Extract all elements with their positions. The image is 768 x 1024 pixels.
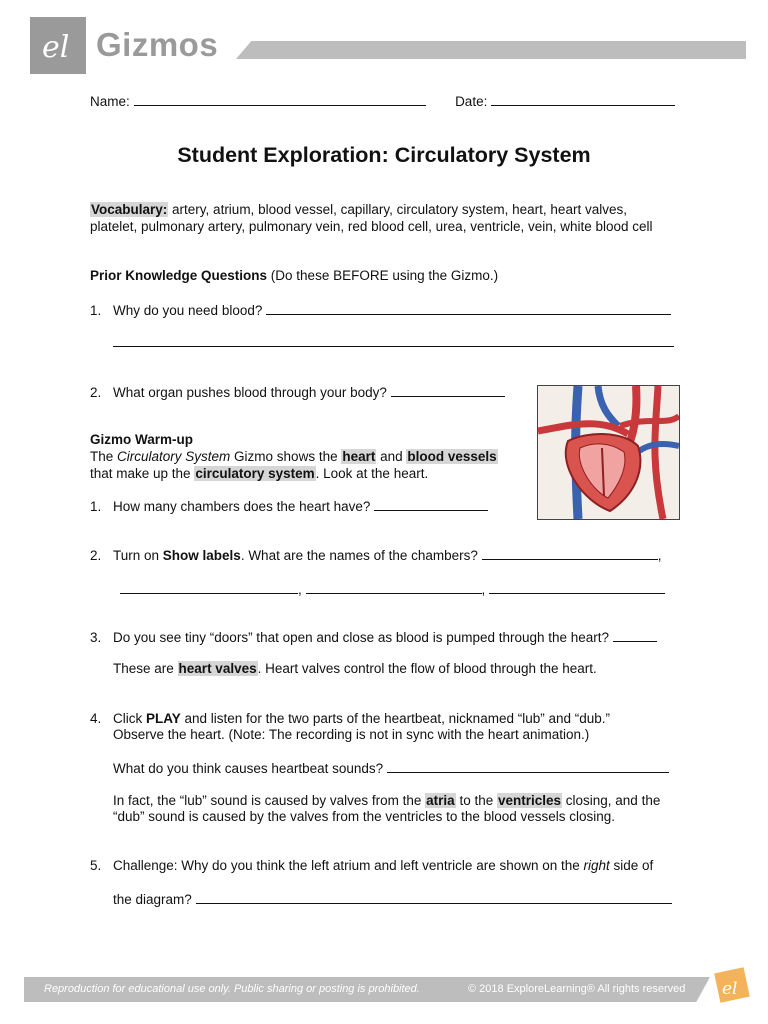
name-date-line: [90, 93, 675, 109]
warmup-q2-answer-line-4[interactable]: [489, 581, 665, 594]
svg-text:el: el: [42, 30, 70, 65]
prior-heading: Prior Knowledge Questions: [90, 268, 268, 283]
brand-name: Gizmos: [96, 26, 219, 63]
page-title: Student Exploration: Circulatory System: [177, 143, 591, 167]
name-label: Name:: [90, 94, 130, 109]
warmup-q4-line-2: Observe the heart. (Note: The recording is not in sync with the heart animation.): [113, 727, 590, 742]
svg-text:el: el: [722, 979, 738, 999]
term-atria: atria: [426, 793, 455, 808]
term-heart-valves: heart valves: [178, 661, 257, 676]
warmup-q2-answer-line-1[interactable]: [482, 547, 658, 560]
warmup-q4-fact-1: In fact, the “lub” sound is caused by valves from the atria to the ventricles closing, and the: [113, 793, 661, 808]
warmup-intro-1: The Circulatory System Gizmo shows the heart and blood vessels: [90, 449, 497, 464]
name-field[interactable]: [134, 93, 426, 106]
warmup-q3-answer: These are heart valves. Heart valves control the flow of blood through the heart.: [113, 661, 597, 676]
warmup-q3-answer-line[interactable]: [613, 629, 657, 642]
vocabulary-label: Vocabulary:: [91, 202, 168, 217]
vocabulary-line-1: [90, 202, 627, 217]
term-ventricles: ventricles: [497, 793, 562, 808]
prior-q2-answer-line[interactable]: [391, 384, 505, 397]
warmup-question-5: 5. Challenge: Why do you think the left atrium and left ventricle are shown on the right side of: [90, 858, 654, 873]
warmup-q4-prompt: What do you think causes heartbeat sounds?: [113, 760, 669, 776]
warmup-q5-line-2: the diagram?: [113, 891, 672, 907]
term-heart: heart: [342, 449, 376, 464]
warmup-q1-answer-line[interactable]: [374, 498, 488, 511]
warmup-question-4: 4. Click PLAY and listen for the two parts of the heartbeat, nicknamed “lub” and “dub.”: [90, 711, 611, 726]
header-band: [236, 41, 746, 59]
term-circulatory-system: circulatory system: [195, 466, 315, 481]
prior-question-1: 1. Why do you need blood?: [90, 302, 671, 318]
prior-q1-text: Why do you need blood?: [113, 303, 263, 318]
prior-q1-answer-line-2[interactable]: [113, 346, 674, 347]
vocabulary-terms-1: artery, atrium, blood vessel, capillary, circulatory system, heart, heart valves,: [172, 202, 627, 217]
warmup-question-2: 2. Turn on Show labels. What are the names of the chambers? ,: [90, 548, 662, 563]
play-text: PLAY: [146, 711, 181, 726]
prior-q1-answer-line[interactable]: [266, 302, 671, 315]
show-labels-text: Show labels: [162, 548, 241, 563]
warmup-q2-answer-row: , ,: [120, 581, 665, 597]
term-blood-vessels: blood vessels: [407, 449, 497, 464]
warmup-question-3: 3. Do you see tiny “doors” that open and close as blood is pumped through the heart?: [90, 629, 657, 645]
warmup-q4-fact-2: “dub” sound is caused by the valves from the ventricles to the blood vessels closing.: [113, 809, 616, 824]
heart-diagram-icon: [537, 385, 680, 520]
date-label: Date:: [455, 94, 488, 109]
prior-question-2: 2. What organ pushes blood through your body?: [90, 384, 505, 400]
warmup-heading: Gizmo Warm-up: [90, 432, 193, 447]
warmup-q4-answer-line[interactable]: [387, 760, 669, 773]
warmup-intro-2: that make up the circulatory system. Look at the heart.: [90, 466, 429, 481]
footer-disclaimer: Reproduction for educational use only. Public sharing or posting is prohibited.: [44, 983, 420, 995]
warmup-question-1: 1. How many chambers does the heart have?: [90, 498, 488, 514]
footer-copyright: © 2018 ExploreLearning® All rights reserved: [468, 983, 686, 995]
warmup-q2-answer-line-2[interactable]: [120, 581, 298, 594]
warmup-q2-answer-line-3[interactable]: [306, 581, 482, 594]
footer-el-logo-icon: [712, 965, 752, 1005]
prior-knowledge-header: [90, 268, 498, 283]
date-field[interactable]: [491, 93, 675, 106]
el-logo-icon: [30, 17, 86, 74]
prior-note: (Do these BEFORE using the Gizmo.): [270, 268, 499, 283]
prior-q2-text: What organ pushes blood through your body?: [113, 385, 387, 400]
warmup-q5-answer-line[interactable]: [196, 891, 672, 904]
vocabulary-line-2: platelet, pulmonary artery, pulmonary vein, red blood cell, urea, ventricle, vein, white blood cell: [90, 219, 653, 234]
